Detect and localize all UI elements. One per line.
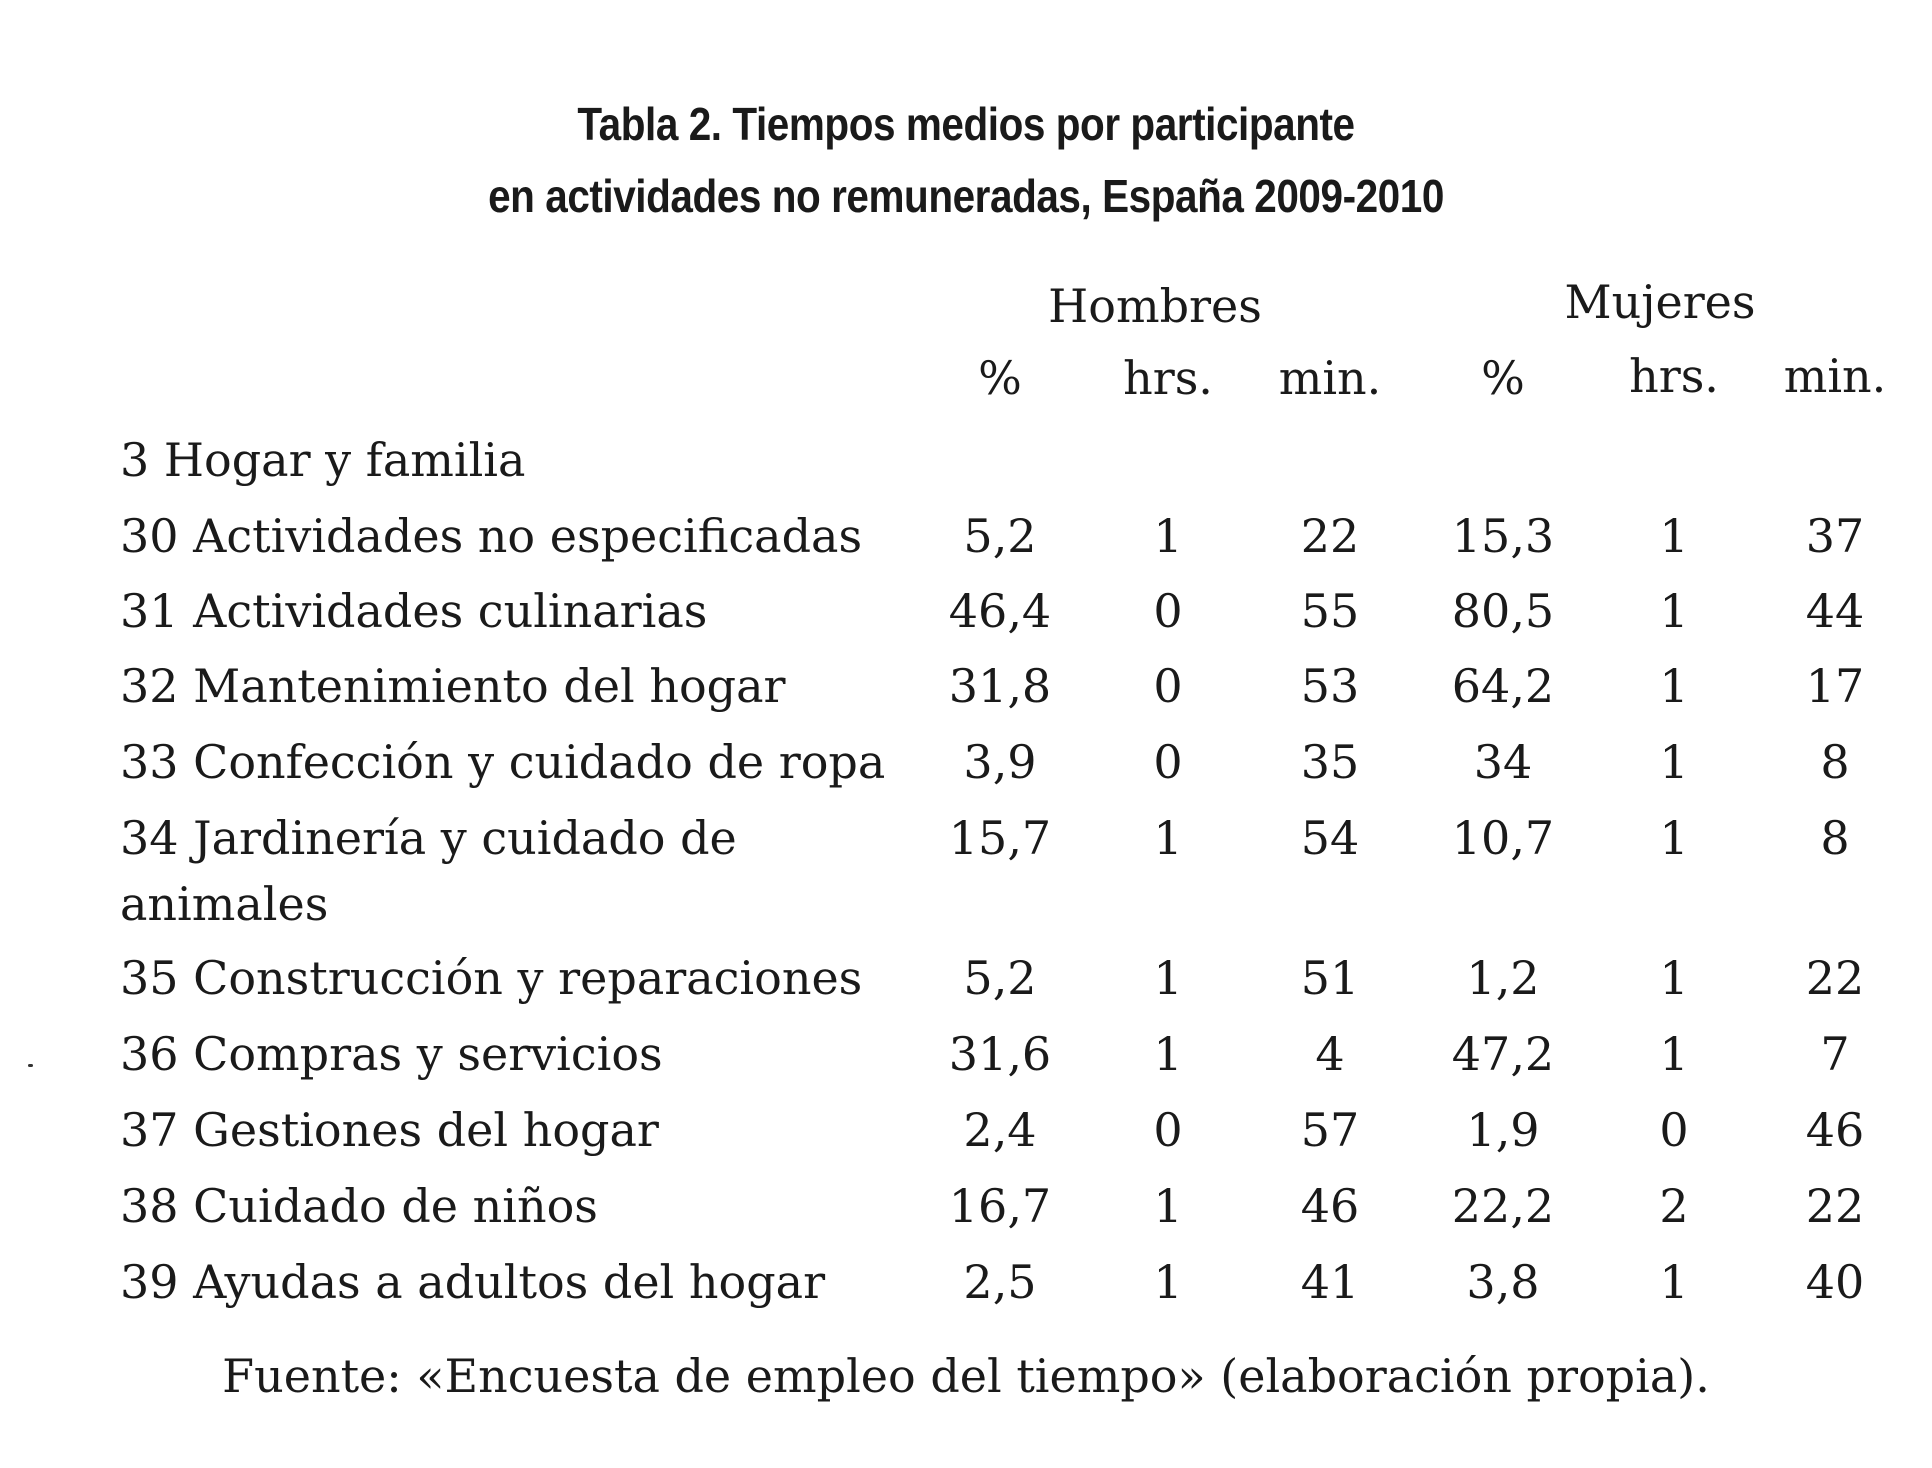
cell-h-min: 4 bbox=[1315, 1027, 1345, 1081]
cell-h-min: 53 bbox=[1300, 659, 1360, 713]
row-label: 37 Gestiones del hogar bbox=[120, 1103, 659, 1157]
cell-h-pct: 2,5 bbox=[963, 1255, 1037, 1309]
cell-h-pct: 16,7 bbox=[948, 1179, 1052, 1233]
cell-h-hrs: 1 bbox=[1153, 1027, 1183, 1081]
cell-h-pct: 3,9 bbox=[963, 735, 1037, 789]
cell-h-hrs: 0 bbox=[1153, 659, 1183, 713]
cell-m-hrs: 2 bbox=[1659, 1179, 1689, 1233]
cell-h-pct: 46,4 bbox=[948, 584, 1052, 638]
cell-m-hrs: 1 bbox=[1659, 735, 1689, 789]
title-line-2: en actividades no remuneradas, España 2009-2010 bbox=[488, 170, 1444, 222]
cell-m-hrs: 1 bbox=[1659, 584, 1689, 638]
cell-h-pct: 31,6 bbox=[948, 1027, 1052, 1081]
group-header-hombres: Hombres bbox=[1048, 279, 1262, 333]
subheader-mujeres-min: min. bbox=[1783, 349, 1887, 403]
subheader-hombres-min: min. bbox=[1278, 351, 1382, 405]
cell-m-pct: 1,9 bbox=[1466, 1103, 1540, 1157]
cell-m-hrs: 1 bbox=[1659, 1027, 1689, 1081]
cell-m-min: 46 bbox=[1805, 1103, 1865, 1157]
cell-h-hrs: 1 bbox=[1153, 509, 1183, 563]
cell-h-hrs: 0 bbox=[1153, 1103, 1183, 1157]
cell-m-hrs: 0 bbox=[1659, 1103, 1689, 1157]
section-heading: 3 Hogar y familia bbox=[120, 433, 526, 487]
cell-m-pct: 1,2 bbox=[1466, 951, 1540, 1005]
source-note: Fuente: «Encuesta de empleo del tiempo» (elaboración propia). bbox=[222, 1349, 1710, 1403]
table-title bbox=[116, 88, 1816, 232]
row-label-continuation: animales bbox=[120, 877, 329, 931]
cell-m-hrs: 1 bbox=[1659, 509, 1689, 563]
cell-h-min: 35 bbox=[1300, 735, 1360, 789]
cell-m-min: 17 bbox=[1805, 659, 1865, 713]
cell-h-hrs: 0 bbox=[1153, 584, 1183, 638]
cell-h-pct: 5,2 bbox=[963, 951, 1037, 1005]
cell-m-pct: 34 bbox=[1473, 735, 1533, 789]
cell-h-min: 46 bbox=[1300, 1179, 1360, 1233]
subheader-hombres-pct: % bbox=[978, 351, 1022, 405]
stray-mark bbox=[28, 1064, 33, 1067]
cell-h-min: 54 bbox=[1300, 811, 1360, 865]
cell-h-hrs: 1 bbox=[1153, 1255, 1183, 1309]
cell-h-pct: 31,8 bbox=[948, 659, 1052, 713]
cell-m-pct: 3,8 bbox=[1466, 1255, 1540, 1309]
cell-h-pct: 15,7 bbox=[948, 811, 1052, 865]
cell-m-min: 22 bbox=[1805, 951, 1865, 1005]
title-line-1: Tabla 2. Tiempos medios por participante bbox=[577, 98, 1355, 150]
cell-h-hrs: 1 bbox=[1153, 1179, 1183, 1233]
cell-m-pct: 64,2 bbox=[1451, 659, 1555, 713]
cell-m-min: 37 bbox=[1805, 509, 1865, 563]
row-label: 35 Construcción y reparaciones bbox=[120, 951, 863, 1005]
row-label: 38 Cuidado de niños bbox=[120, 1179, 598, 1233]
cell-h-min: 57 bbox=[1300, 1103, 1360, 1157]
cell-m-hrs: 1 bbox=[1659, 659, 1689, 713]
cell-h-min: 55 bbox=[1300, 584, 1360, 638]
cell-m-min: 22 bbox=[1805, 1179, 1865, 1233]
cell-m-pct: 22,2 bbox=[1451, 1179, 1555, 1233]
cell-h-pct: 5,2 bbox=[963, 509, 1037, 563]
cell-h-hrs: 1 bbox=[1153, 951, 1183, 1005]
cell-m-hrs: 1 bbox=[1659, 1255, 1689, 1309]
subheader-hombres-hrs: hrs. bbox=[1123, 351, 1213, 405]
cell-m-min: 40 bbox=[1805, 1255, 1865, 1309]
row-label: 34 Jardinería y cuidado de bbox=[120, 811, 737, 865]
cell-h-hrs: 0 bbox=[1153, 735, 1183, 789]
row-label: 30 Actividades no especificadas bbox=[120, 509, 863, 563]
row-label: 33 Confección y cuidado de ropa bbox=[120, 735, 886, 789]
cell-m-pct: 15,3 bbox=[1451, 509, 1555, 563]
cell-h-min: 51 bbox=[1300, 951, 1360, 1005]
row-label: 39 Ayudas a adultos del hogar bbox=[120, 1255, 826, 1309]
cell-m-hrs: 1 bbox=[1659, 951, 1689, 1005]
row-label: 32 Mantenimiento del hogar bbox=[120, 659, 786, 713]
cell-m-min: 8 bbox=[1820, 811, 1850, 865]
row-label: 31 Actividades culinarias bbox=[120, 584, 708, 638]
group-header-mujeres: Mujeres bbox=[1564, 275, 1756, 329]
row-label: 36 Compras y servicios bbox=[120, 1027, 663, 1081]
cell-m-min: 7 bbox=[1820, 1027, 1850, 1081]
subheader-mujeres-pct: % bbox=[1481, 351, 1525, 405]
subheader-mujeres-hrs: hrs. bbox=[1629, 349, 1719, 403]
cell-m-min: 8 bbox=[1820, 735, 1850, 789]
cell-h-min: 22 bbox=[1300, 509, 1360, 563]
cell-m-pct: 80,5 bbox=[1451, 584, 1555, 638]
cell-m-pct: 10,7 bbox=[1451, 811, 1555, 865]
cell-h-min: 41 bbox=[1300, 1255, 1360, 1309]
cell-m-min: 44 bbox=[1805, 584, 1865, 638]
cell-h-hrs: 1 bbox=[1153, 811, 1183, 865]
cell-h-pct: 2,4 bbox=[963, 1103, 1037, 1157]
cell-m-hrs: 1 bbox=[1659, 811, 1689, 865]
cell-m-pct: 47,2 bbox=[1451, 1027, 1555, 1081]
